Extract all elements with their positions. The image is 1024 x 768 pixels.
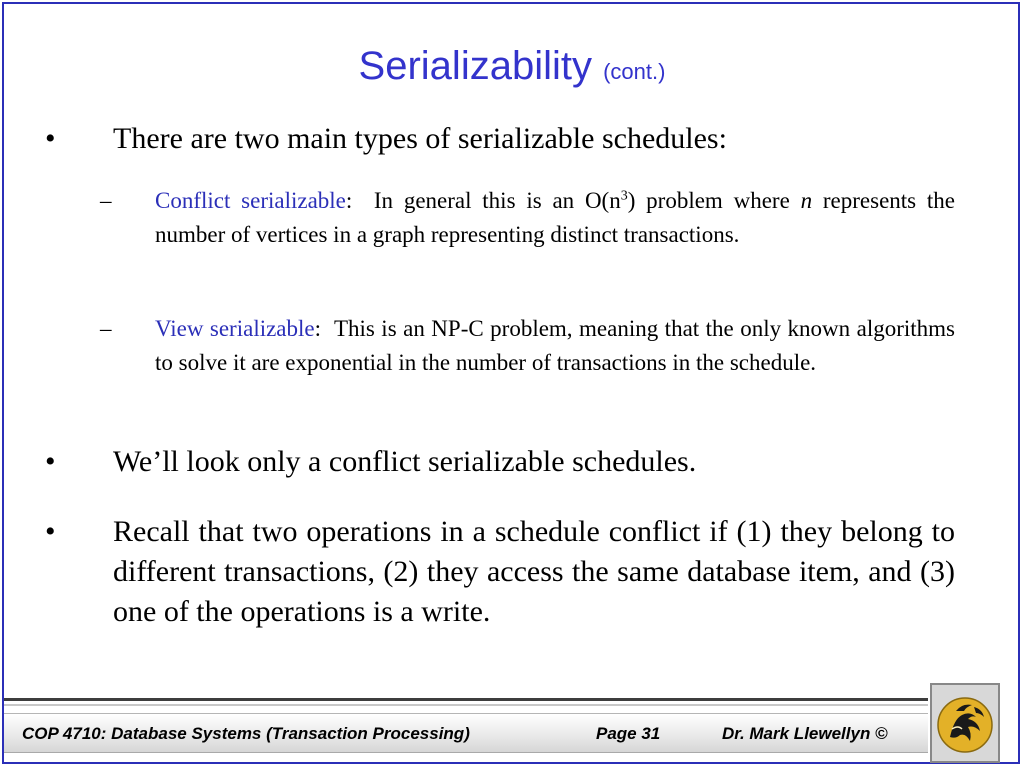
logo-frame — [930, 683, 1000, 763]
ucf-pegasus-logo-icon — [932, 685, 998, 761]
bullet-text: We’ll look only a conflict serializable schedules. — [113, 445, 697, 478]
footer-course: COP 4710: Database Systems (Transaction Processing) — [22, 724, 470, 743]
dash-marker: – — [100, 316, 112, 341]
bullet-2 — [45, 442, 955, 482]
footer-divider-dark — [4, 698, 928, 701]
bullet-1 — [45, 119, 955, 159]
text-part-c: represents the number of vertices in a graph representing distinct transactions. — [155, 188, 956, 247]
term-conflict-serializable: Conflict serializable — [155, 188, 346, 213]
footer-page-number: Page 31 — [596, 724, 661, 743]
sub-bullet-text — [155, 312, 955, 380]
bullet-text: There are two main types of serializable schedules: — [113, 122, 727, 155]
term-colon: : — [345, 188, 353, 213]
title-main: Serializability — [358, 44, 592, 88]
superscript: 3 — [620, 188, 628, 204]
dash-marker: – — [100, 188, 112, 213]
footer-author: Dr. Mark Llewellyn © — [722, 724, 888, 743]
sub-bullet-conflict — [100, 184, 955, 252]
footer-divider-light — [4, 704, 928, 706]
bullet-marker: • — [45, 445, 56, 478]
text-part-b: ) problem where — [627, 188, 790, 213]
sub-bullet-view — [100, 312, 955, 380]
slide-title — [0, 40, 1024, 98]
bullet-marker: • — [45, 515, 56, 548]
term-view-serializable: View serializable — [155, 316, 315, 341]
slide-frame — [2, 2, 1020, 764]
bullet-text: Recall that two operations in a schedule conflict if (1) they belong to different transactions, (2) they access the same database item, and (3) one of the operations is a write. — [113, 515, 955, 628]
text-part-a: In general this is an O(n — [373, 188, 621, 213]
bullet-marker: • — [45, 122, 56, 155]
title-suffix: (cont.) — [603, 59, 666, 84]
view-text: This is an NP-C problem, meaning that the only known algorithms to solve it are exponential in the number of transactions in the schedule. — [155, 316, 956, 375]
term-colon: : — [314, 316, 322, 341]
sub-bullet-text — [155, 184, 955, 252]
bullet-3 — [45, 512, 955, 632]
italic-n: n — [800, 188, 813, 213]
